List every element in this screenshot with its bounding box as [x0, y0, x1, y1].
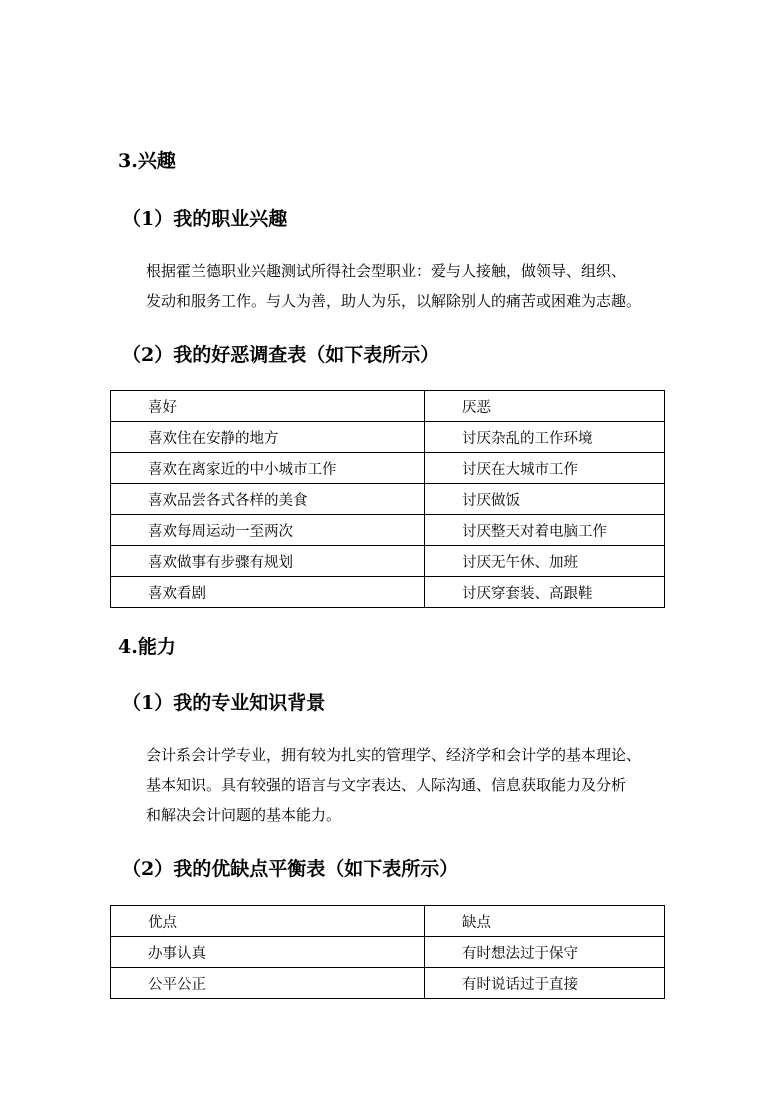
table-row: [111, 937, 665, 968]
table-cell: 办事认真: [111, 937, 425, 968]
table-row: [111, 515, 665, 546]
career-interest-paragraph: [146, 256, 666, 316]
table-cell: 讨厌穿套装、高跟鞋: [425, 577, 665, 608]
table-header-cell: 缺点: [425, 906, 665, 937]
section-heading-ability: 4.能力: [118, 636, 176, 658]
table-cell: 喜欢住在安静的地方: [111, 422, 425, 453]
table-header-cell: 喜好: [111, 391, 425, 422]
table-cell: 讨厌做饭: [425, 484, 665, 515]
table-cell: 喜欢看剧: [111, 577, 425, 608]
table-row: [111, 577, 665, 608]
paragraph-line: 发动和服务工作。与人为善，助人为乐，以解除别人的痛苦或困难为志趣。: [146, 292, 642, 310]
table-cell: 喜欢每周运动一至两次: [111, 515, 425, 546]
table-row: [111, 484, 665, 515]
subheading-likes-dislikes: （2）我的好恶调查表（如下表所示）: [122, 344, 440, 366]
table-cell: 有时说话过于直接: [425, 968, 665, 999]
table-row: [111, 453, 665, 484]
paragraph-line: 基本知识。具有较强的语言与文字表达、人际沟通、信息获取能力及分析: [146, 776, 627, 794]
table-row: [111, 968, 665, 999]
table-header-cell: 优点: [111, 906, 425, 937]
table-cell: 讨厌杂乱的工作环境: [425, 422, 665, 453]
subheading-strengths-weaknesses: （2）我的优缺点平衡表（如下表所示）: [122, 858, 459, 880]
table-cell: 公平公正: [111, 968, 425, 999]
subheading-career-interest: （1）我的职业兴趣: [122, 208, 288, 230]
table-cell: 讨厌整天对着电脑工作: [425, 515, 665, 546]
table-header-cell: 厌恶: [425, 391, 665, 422]
table-header-row: [111, 391, 665, 422]
likes-dislikes-table: [110, 390, 665, 608]
paragraph-line: 和解决会计问题的基本能力。: [146, 806, 342, 824]
table-row: [111, 422, 665, 453]
table-cell: 讨厌在大城市工作: [425, 453, 665, 484]
table-row: [111, 546, 665, 577]
section-heading-interest: 3.兴趣: [118, 150, 176, 172]
knowledge-background-paragraph: [146, 740, 666, 830]
table-cell: 喜欢品尝各式各样的美食: [111, 484, 425, 515]
table-cell: 喜欢在离家近的中小城市工作: [111, 453, 425, 484]
table-header-row: [111, 906, 665, 937]
table-cell: 有时想法过于保守: [425, 937, 665, 968]
paragraph-line: 根据霍兰德职业兴趣测试所得社会型职业：爱与人接触，做领导、组织、: [146, 262, 627, 280]
table-cell: 讨厌无午休、加班: [425, 546, 665, 577]
table-cell: 喜欢做事有步骤有规划: [111, 546, 425, 577]
paragraph-line: 会计系会计学专业，拥有较为扎实的管理学、经济学和会计学的基本理论、: [146, 746, 642, 764]
subheading-knowledge-background: （1）我的专业知识背景: [122, 692, 326, 714]
strengths-weaknesses-table: [110, 905, 665, 999]
